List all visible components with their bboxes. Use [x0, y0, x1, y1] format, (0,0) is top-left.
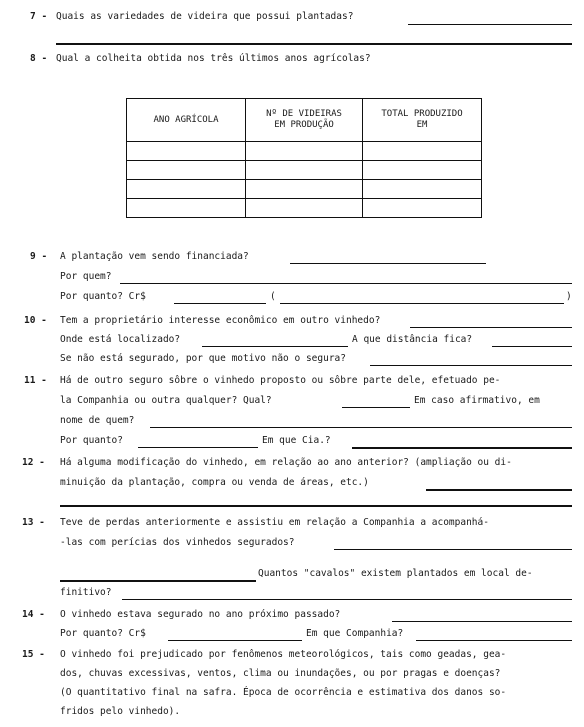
- q13-line4: finitivo?: [60, 587, 112, 598]
- q14-company-answer-line[interactable]: [416, 640, 572, 641]
- col-header-year: ANO AGRÍCOLA: [127, 99, 246, 142]
- q14-line1: O vinhedo estava segurado no ano próximo passado?: [60, 609, 341, 620]
- table-cell[interactable]: [246, 199, 363, 218]
- q9-line1: A plantação vem sendo financiada?: [60, 251, 249, 262]
- q12-answer-line-2[interactable]: [60, 505, 572, 507]
- table-row: [127, 142, 482, 161]
- harvest-table-header-row: [127, 99, 482, 142]
- q12-line1: Há alguma modificação do vinhedo, em relação ao ano anterior? (ampliação ou di-: [60, 457, 512, 468]
- table-cell[interactable]: [246, 161, 363, 180]
- table-cell[interactable]: [127, 161, 246, 180]
- q10-distance-answer-line[interactable]: [492, 346, 572, 347]
- q10-location-answer-line[interactable]: [202, 346, 348, 347]
- table-cell[interactable]: [127, 180, 246, 199]
- q13-answer-line-1[interactable]: [334, 549, 572, 550]
- table-row: [127, 180, 482, 199]
- q9-number: 9 -: [30, 251, 48, 262]
- table-cell[interactable]: [363, 161, 482, 180]
- q9-amount-answer-line[interactable]: [174, 303, 266, 304]
- table-cell[interactable]: [363, 199, 482, 218]
- q10-line3: Se não está segurado, por que motivo não o segura?: [60, 353, 346, 364]
- table-cell[interactable]: [127, 199, 246, 218]
- q12-answer-line-1[interactable]: [426, 489, 572, 491]
- q11-line2a: la Companhia ou outra qualquer? Qual?: [60, 395, 272, 406]
- table-row: [127, 161, 482, 180]
- q11-amount-answer-line[interactable]: [138, 447, 258, 448]
- q11-name-answer-line[interactable]: [150, 427, 572, 428]
- q15-line2: dos, chuvas excessivas, ventos, clima ou inundações, ou por pragas e doenças?: [60, 668, 501, 679]
- col-header-vines: Nº DE VIDEIRAS EM PRODUÇÃO: [246, 99, 363, 142]
- q7-text: Quais as variedades de videira que possui plantadas?: [56, 11, 354, 22]
- q13-line3: Quantos "cavalos" existem plantados em local de-: [258, 568, 533, 579]
- q11-line4a: Por quanto?: [60, 435, 123, 446]
- q9-amount-words-answer-line[interactable]: [280, 303, 564, 304]
- q10-line2b: A que distância fica?: [352, 334, 473, 345]
- q11-line2b: Em caso afirmativo, em: [414, 395, 540, 406]
- q11-line4b: Em que Cia.?: [262, 435, 331, 446]
- q10-line2a: Onde está localizado?: [60, 334, 181, 345]
- q14-amount-answer-line[interactable]: [168, 640, 302, 641]
- table-cell[interactable]: [246, 142, 363, 161]
- q9-financed-answer-line[interactable]: [290, 263, 486, 264]
- q14-number: 14 -: [22, 609, 45, 620]
- q15-number: 15 -: [22, 649, 45, 660]
- table-cell[interactable]: [363, 180, 482, 199]
- harvest-table: [126, 98, 482, 218]
- q11-number: 11 -: [24, 375, 47, 386]
- q15-line1: O vinhedo foi prejudicado por fenômenos meteorológicos, tais como geadas, gea-: [60, 649, 507, 660]
- q14-line2a: Por quanto? Cr$: [60, 628, 146, 639]
- q7-answer-line-2[interactable]: [56, 43, 572, 45]
- q14-line2b: Em que Companhia?: [306, 628, 404, 639]
- q11-line3: nome de quem?: [60, 415, 135, 426]
- q9-line2: Por quem?: [60, 271, 112, 282]
- q9-by-whom-answer-line[interactable]: [120, 283, 572, 284]
- q8-text: Qual a colheita obtida nos três últimos anos agrícolas?: [56, 53, 371, 64]
- q10-number: 10 -: [24, 315, 47, 326]
- q7-number: 7 -: [30, 11, 48, 22]
- q11-company-answer-line[interactable]: [352, 447, 572, 449]
- col-header-total: TOTAL PRODUZIDO EM: [363, 99, 482, 142]
- q13-line1: Teve de perdas anteriormente e assistiu em relação a Companhia a acompanhá-: [60, 517, 489, 528]
- q13-number: 13 -: [22, 517, 45, 528]
- table-row: [127, 199, 482, 218]
- q8-number: 8 -: [30, 53, 48, 64]
- q12-line2: minuição da plantação, compra ou venda de áreas, etc.): [60, 477, 369, 488]
- q14-insured-answer-line[interactable]: [392, 621, 572, 622]
- table-cell[interactable]: [363, 142, 482, 161]
- q15-line4: fridos pelo vinhedo).: [60, 706, 181, 717]
- q13-count-answer-line[interactable]: [122, 599, 572, 600]
- q13-line2: -las com perícias dos vinhedos segurados?: [60, 537, 295, 548]
- q10-line1: Tem a proprietário interesse econômico em outro vinhedo?: [60, 315, 381, 326]
- q7-answer-line-1[interactable]: [408, 24, 572, 25]
- q10-reason-answer-line[interactable]: [370, 365, 572, 366]
- q9-close-paren: ): [566, 291, 572, 302]
- q12-number: 12 -: [22, 457, 45, 468]
- q11-line1: Há de outro seguro sôbre o vinhedo proposto ou sôbre parte dele, efetuado pe-: [60, 375, 501, 386]
- q13-answer-line-2[interactable]: [60, 580, 256, 582]
- q9-open-paren: (: [270, 291, 276, 302]
- q10-other-vineyard-answer-line[interactable]: [410, 327, 572, 328]
- table-cell[interactable]: [246, 180, 363, 199]
- q15-line3: (O quantitativo final na safra. Época de ocorrência e estimativa dos danos so-: [60, 687, 507, 698]
- q11-which-answer-line[interactable]: [342, 407, 410, 408]
- q9-line3: Por quanto? Cr$: [60, 291, 146, 302]
- table-cell[interactable]: [127, 142, 246, 161]
